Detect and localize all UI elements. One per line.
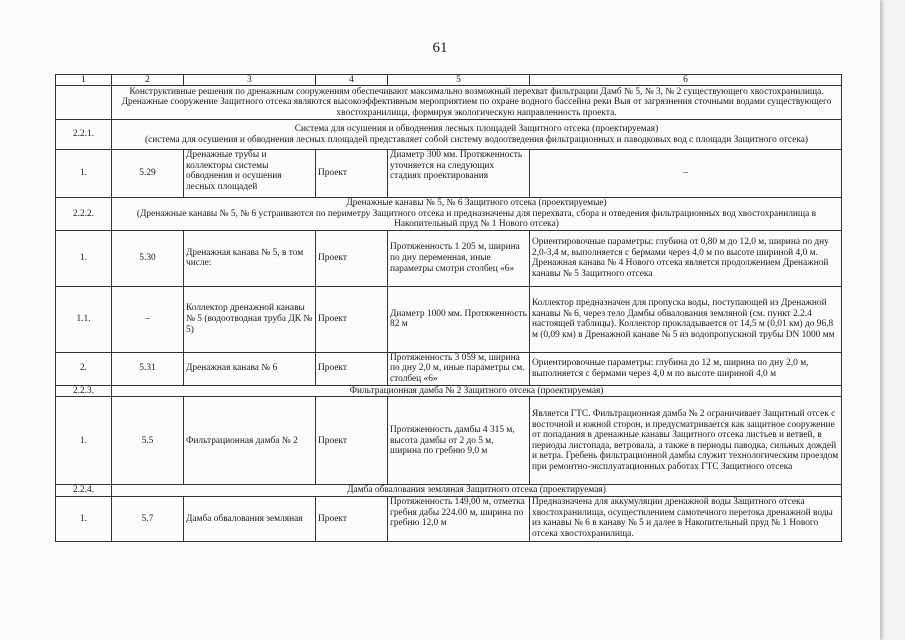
row-notes: Ориентировочные параметры: глубина до 12 м, ширина по дну 2,0 м, выполняется с бермами через 4,0 м по высоте шириной 4,0 м	[530, 352, 842, 385]
table-row	[56, 496, 842, 541]
row-parameters: Диаметр 1000 мм. Протяженность 82 м	[388, 286, 530, 352]
row-parameters: Диаметр 300 мм. Протяженность уточняется на следующих стадиях проектирования	[388, 150, 530, 198]
row-code: –	[112, 286, 184, 352]
section-header-row	[56, 385, 842, 397]
section-title: Дренажные канавы № 5, № 6 Защитного отсека (проектируемые)	[346, 198, 607, 208]
row-code: 5.5	[112, 397, 184, 485]
section-number: 2.2.1.	[56, 120, 112, 150]
row-object: Фильтрационная дамба № 2	[184, 397, 316, 485]
row-number: 1.	[56, 496, 112, 541]
column-number: 1	[56, 75, 112, 86]
row-object: Дамба обвалования земляная	[184, 496, 316, 541]
structures-table	[55, 74, 842, 542]
section-heading	[112, 120, 842, 150]
row-object: Дренажная канава № 6	[184, 352, 316, 385]
row-code: 5.31	[112, 352, 184, 385]
column-number: 5	[388, 75, 530, 86]
row-code: 5.7	[112, 496, 184, 541]
column-number: 6	[530, 75, 842, 86]
row-notes: Коллектор предназначен для пропуска воды, поступающей из Дренажной канавы № 6, через тело Дамбы обвалования земляной (см. пункт 2.2.4 настоящей таблицы). Коллектор прокладывается от 14,5 м (0,01 км) до 96,8 м (0,09 км) в Дренажной канаве № 5 из водопропускной трубы DN 1000 мм	[530, 286, 842, 352]
row-status: Проект	[316, 352, 388, 385]
row-code: 5.30	[112, 230, 184, 286]
intro-row	[56, 86, 842, 120]
row-object: Дренажная канава № 5, в том числе:	[184, 230, 316, 286]
section-number: 2.2.3.	[56, 385, 112, 397]
row-code: 5.29	[112, 150, 184, 198]
row-notes: –	[530, 150, 842, 198]
page-number: 61	[432, 40, 448, 56]
column-number-row	[56, 75, 842, 86]
row-status: Проект	[316, 397, 388, 485]
table-row	[56, 397, 842, 485]
section-subtitle: (Дренажные канавы № 5, № 6 устраиваются по периметру Защитного отсека и предназначены для перехвата, сбора и отведения фильтрационных вод хвостохранилища в Накопительный пруд № 1 Нового отсека)	[136, 208, 817, 230]
section-heading	[112, 198, 842, 231]
row-number: 1.1.	[56, 286, 112, 352]
section-number: 2.2.2.	[56, 198, 112, 231]
row-status: Проект	[316, 286, 388, 352]
row-parameters: Протяженность 1 205 м, ширина по дну переменная, иные параметры смотри столбец «6»	[388, 230, 530, 286]
row-status: Проект	[316, 150, 388, 198]
intro-text: Конструктивные решения по дренажным сооружениям обеспечивают максимально возможный перехват фильтрации Дамб № 5, № 3, № 2 существующего хвостохранилища. Дренажные сооружение Защитного отсека являются высокоэффективным мероприятием по охране водного бассейна реки Выя от загрязнения сточными водами существующего хвостохранилища, формируя экологическую направленность проекта.	[112, 86, 842, 120]
section-number: 2.2.4.	[56, 485, 112, 497]
row-object: Коллектор дренажной канавы № 5 (водоотводная труба ДК № 5)	[184, 286, 316, 352]
row-parameters: Протяженность 3 059 м, ширина по дну 2,0 м, иные параметры см. столбец «6»	[388, 352, 530, 385]
column-number: 4	[316, 75, 388, 86]
row-notes: Является ГТС. Фильтрационная дамба № 2 ограничивает Защитный отсек с восточной и южной сторон, и предусматривается как защитное сооружение от попадания в дренажные канавы Защитного отсека листьев и ветвей, в периоды листопада, ветровала, а также в периоды паводка, сильных дождей и ветра. Гребень фильтрационной дамбы служит технологическим проездом при ремонтно-эксплуатационных работах ГТС Защитного отсека	[530, 397, 842, 485]
row-status: Проект	[316, 230, 388, 286]
table-row	[56, 286, 842, 352]
column-number: 3	[184, 75, 316, 86]
table-row	[56, 352, 842, 385]
row-parameters: Протяженность дамбы 4 315 м, высота дамбы от 2 до 5 м, ширина по гребню 9,0 м	[388, 397, 530, 485]
section-header-row	[56, 120, 842, 150]
row-number: 2.	[56, 352, 112, 385]
table-row	[56, 150, 842, 198]
row-number: 1.	[56, 150, 112, 198]
row-notes: Предназначена для аккумуляции дренажной воды Защитного отсека хвостохранилища, осуществлением самотечного перетока дренажной воды из канавы № 6 в канаву № 5 и далее в Накопительный пруд № 1 Нового отсека хвостохранилища.	[530, 496, 842, 541]
section-subtitle: (система для осушения и обводнения лесных площадей представляет собой систему водоотведения фильтрационных и паводковых вод с площади Защитного отсека)	[144, 134, 809, 145]
row-parameters: Протяженность 149,00 м, отметка гребня дабы 224.00 м, ширина по гребню 12,0 м	[388, 496, 530, 541]
section-header-row	[56, 198, 842, 231]
section-header-row	[56, 485, 842, 497]
table-row	[56, 230, 842, 286]
section-title: Фильтрационная дамба № 2 Защитного отсека (проектируемая)	[112, 385, 842, 397]
column-number: 2	[112, 75, 184, 86]
row-number: 1.	[56, 230, 112, 286]
section-title: Система для осушения и обводнения лесных площадей Защитного отсека (проектируемая)	[294, 123, 659, 134]
row-status: Проект	[316, 496, 388, 541]
row-object: Дренажные трубы и коллекторы системы обводнения и осушения лесных площадей	[184, 150, 316, 198]
row-number: 1.	[56, 397, 112, 485]
section-title: Дамба обвалования земляная Защитного отсека (проектируемая)	[112, 485, 842, 497]
row-notes: Ориентировочные параметры: глубина от 0,80 м до 12,0 м, ширина по дну 2,0-3,4 м, выполняется с бермами через 4,0 м по высоте шириной 4,0 м. Дренажная канава № 4 Нового отсека является продолжением Дренажной канавы № 5 Защитного отсека	[530, 230, 842, 286]
